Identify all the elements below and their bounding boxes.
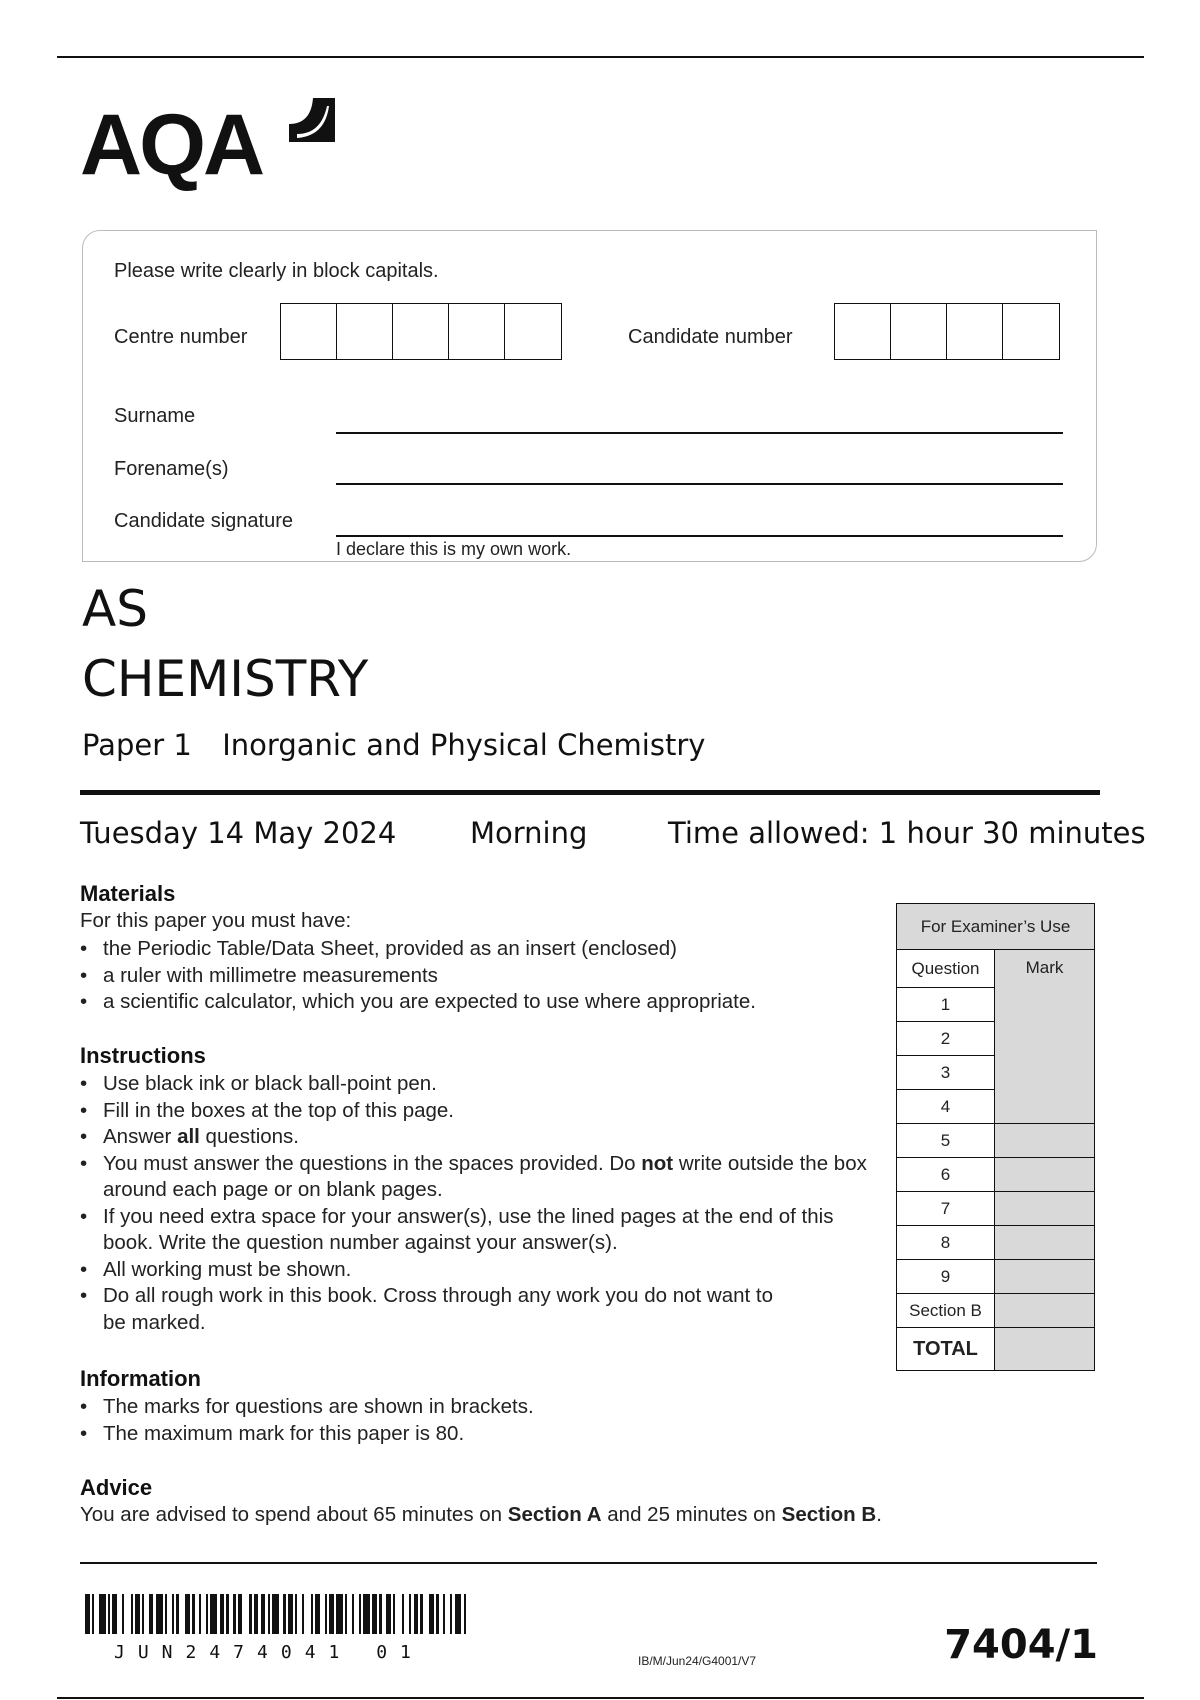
list-item: • Fill in the boxes at the top of this page.: [80, 1098, 870, 1125]
mark-cell: [995, 1192, 1095, 1226]
examiners-use-table: [896, 903, 1095, 1371]
barcode-icon: [85, 1594, 471, 1634]
list-item: • Do all rough work in this book. Cross through any work you do not want to be marked.: [80, 1283, 783, 1336]
paper-number: Paper 1: [82, 728, 192, 762]
digit-box[interactable]: [947, 304, 1003, 359]
question-cell: 4: [897, 1090, 995, 1124]
centre-number-boxes[interactable]: [280, 303, 562, 360]
list-item: • The maximum mark for this paper is 80.: [80, 1421, 880, 1448]
list-item: • Use black ink or black ball-point pen.: [80, 1071, 870, 1098]
aqa-logo: [80, 88, 350, 193]
paper-title: [82, 728, 705, 762]
list-item: • the Periodic Table/Data Sheet, provided as an insert (enclosed): [80, 936, 880, 963]
question-cell: 1: [897, 988, 995, 1022]
materials-heading: Materials: [80, 881, 176, 906]
materials-list: [80, 936, 880, 1016]
surname-label: Surname: [114, 405, 196, 427]
question-cell: 3: [897, 1056, 995, 1090]
candidate-number-boxes[interactable]: [834, 303, 1060, 360]
mark-cell: [995, 1226, 1095, 1260]
paper-name: Inorganic and Physical Chemistry: [222, 728, 706, 762]
total-label: TOTAL: [897, 1328, 995, 1371]
footer-rule: [80, 1562, 1097, 1564]
digit-box[interactable]: [505, 304, 561, 359]
document-reference: IB/M/Jun24/G4001/V7: [638, 1654, 757, 1668]
forenames-field[interactable]: [336, 483, 1063, 485]
question-column-header: Question: [897, 950, 995, 988]
digit-box[interactable]: [891, 304, 947, 359]
exam-date: Tuesday 14 May 2024: [80, 816, 397, 850]
candidate-number-label: Candidate number: [628, 326, 793, 348]
digit-box[interactable]: [835, 304, 891, 359]
exam-session: Morning: [470, 816, 588, 850]
mark-cell: [995, 1294, 1095, 1328]
information-list: [80, 1394, 880, 1447]
information-heading: Information: [80, 1366, 201, 1391]
surname-field[interactable]: [336, 432, 1063, 434]
forenames-label: Forename(s): [114, 458, 229, 480]
list-item: • The marks for questions are shown in brackets.: [80, 1394, 880, 1421]
materials-intro: For this paper you must have:: [80, 909, 352, 932]
question-cell: Section B: [897, 1294, 995, 1328]
subject-title: CHEMISTRY: [82, 650, 369, 708]
bottom-rule: [57, 1697, 1144, 1699]
digit-box[interactable]: [1003, 304, 1059, 359]
question-cell: 5: [897, 1124, 995, 1158]
title-thick-rule: [80, 790, 1100, 795]
digit-box[interactable]: [449, 304, 505, 359]
time-allowed: Time allowed: 1 hour 30 minutes: [668, 816, 1146, 850]
digit-box[interactable]: [281, 304, 337, 359]
aqa-logo-text: AQA: [80, 97, 263, 193]
centre-number-label: Centre number: [114, 326, 248, 348]
mark-cell: [995, 1124, 1095, 1158]
qualification-level: AS: [82, 580, 148, 638]
list-item: • If you need extra space for your answer(s), use the lined pages at the end of this book. Write the question number against your answer(s).: [80, 1204, 870, 1257]
advice-text: You are advised to spend about 65 minutes on Section A and 25 minutes on Section B.: [80, 1503, 882, 1526]
declaration-text: I declare this is my own work.: [336, 539, 572, 559]
mark-column-header: Mark: [995, 950, 1095, 1124]
mark-cell: [995, 1260, 1095, 1294]
aqa-logo-mark-icon: [283, 94, 341, 150]
digit-box[interactable]: [393, 304, 449, 359]
total-mark-cell: [995, 1328, 1095, 1371]
signature-label: Candidate signature: [114, 510, 294, 532]
list-item: • Answer all questions.: [80, 1124, 870, 1151]
examiners-use-title: For Examiner’s Use: [897, 904, 1095, 950]
list-item: • You must answer the questions in the spaces provided. Do not write outside the box around each page or on blank pages.: [80, 1151, 870, 1204]
question-cell: 2: [897, 1022, 995, 1056]
question-cell: 9: [897, 1260, 995, 1294]
question-cell: 6: [897, 1158, 995, 1192]
barcode-number: JUN2474041 01: [114, 1642, 424, 1663]
list-item: • All working must be shown.: [80, 1257, 870, 1284]
question-cell: 8: [897, 1226, 995, 1260]
question-cell: 7: [897, 1192, 995, 1226]
list-item: • a ruler with millimetre measurements: [80, 963, 880, 990]
mark-cell: [995, 1158, 1095, 1192]
digit-box[interactable]: [337, 304, 393, 359]
list-item: • a scientific calculator, which you are expected to use where appropriate.: [80, 989, 880, 1016]
advice-heading: Advice: [80, 1475, 153, 1500]
block-capitals-instruction: Please write clearly in block capitals.: [114, 260, 439, 282]
instructions-list: [80, 1071, 870, 1336]
paper-code: 7404/1: [944, 1622, 1098, 1668]
signature-field[interactable]: [336, 535, 1063, 537]
instructions-heading: Instructions: [80, 1043, 206, 1068]
top-rule: [57, 56, 1144, 58]
